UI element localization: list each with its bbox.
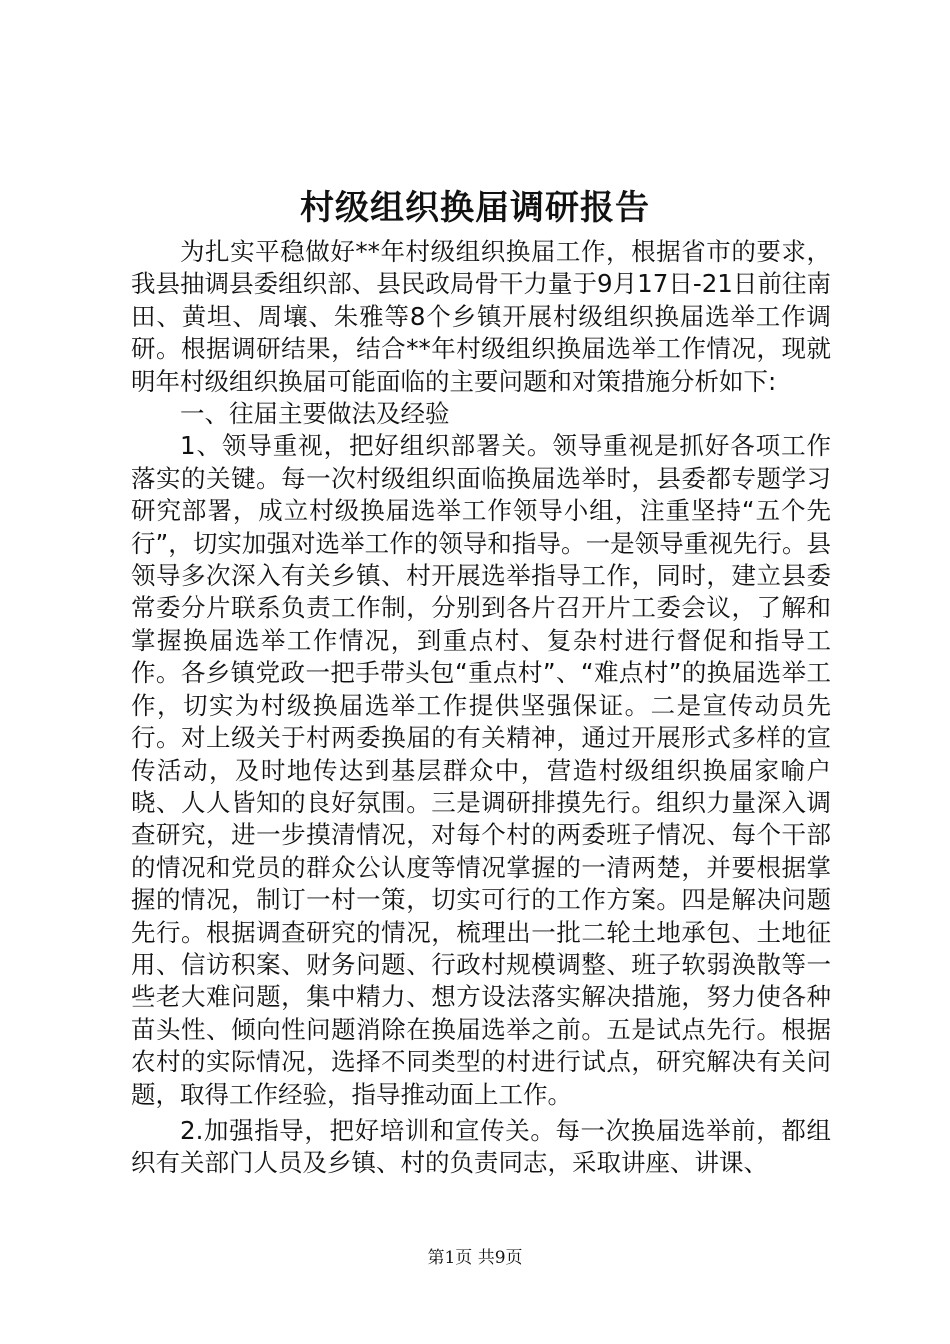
document-body <box>131 236 831 1180</box>
document-title: 村级组织换届调研报告 <box>300 188 650 228</box>
section-heading: 一、往届主要做法及经验 <box>180 399 450 429</box>
section-1-paragraph: 1、领导重视，把好组织部署关。领导重视是抓好各项工作落实的关键。每一次村级组织面临换届选举时，县委都专题学习研究部署，成立村级换届选举工作领导小组，注重坚持“五个先行”，切实加强对选举工作的领导和指导。一是领导重视先行。县领导多次深入有关乡镇、村开展选举指导工作，同时，建立县委常委分片联系负责工作制，分别到各片召开片工委会议，了解和掌握换届选举工作情况，到重点村、复杂村进行督促和指导工作。各乡镇党政一把手带头包“重点村”、“难点村”的换届选举工作，切实为村级换届选举工作提供坚强保证。二是宣传动员先行。对上级关于村两委换届的有关精神，通过开展形式多样的宣传活动，及时地传达到基层群众中，营造村级组织换届家喻户晓、人人皆知的良好氛围。三是调研排摸先行。组织力量深入调查研究，进一步摸清情况，对每个村的两委班子情况、每个干部的情况和党员的群众公认度等情况掌握的一清两楚，并要根据掌握的情况，制订一村一策，切实可行的工作方案。四是解决问题先行。根据调查研究的情况，梳理出一批二轮土地承包、土地征用、信访积案、财务问题、行政村规模调整、班子软弱涣散等一些老大难问题，集中精力、想方设法落实解决措施，努力使各种苗头性、倾向性问题消除在换届选举之前。五是试点先行。根据农村的实际情况，选择不同类型的村进行试点，研究解决有关问题，取得工作经验，指导推动面上工作。 <box>131 431 831 1109</box>
section-2-paragraph: 2.加强指导，把好培训和宣传关。每一次换届选举前，都组织有关部门人员及乡镇、村的负责同志，采取讲座、讲课、 <box>131 1115 831 1178</box>
page-footer: 第1页 共9页 <box>427 1248 523 1268</box>
intro-paragraph: 为扎实平稳做好**年村级组织换届工作，根据省市的要求，我县抽调县委组织部、县民政局骨干力量于9月17日-21日前往南田、黄坦、周壤、朱雅等8个乡镇开展村级组织换届选举工作调研。根据调研结果，结合**年村级组织换届选举工作情况，现就明年村级组织换届可能面临的主要问题和对策措施分析如下: <box>131 237 831 396</box>
